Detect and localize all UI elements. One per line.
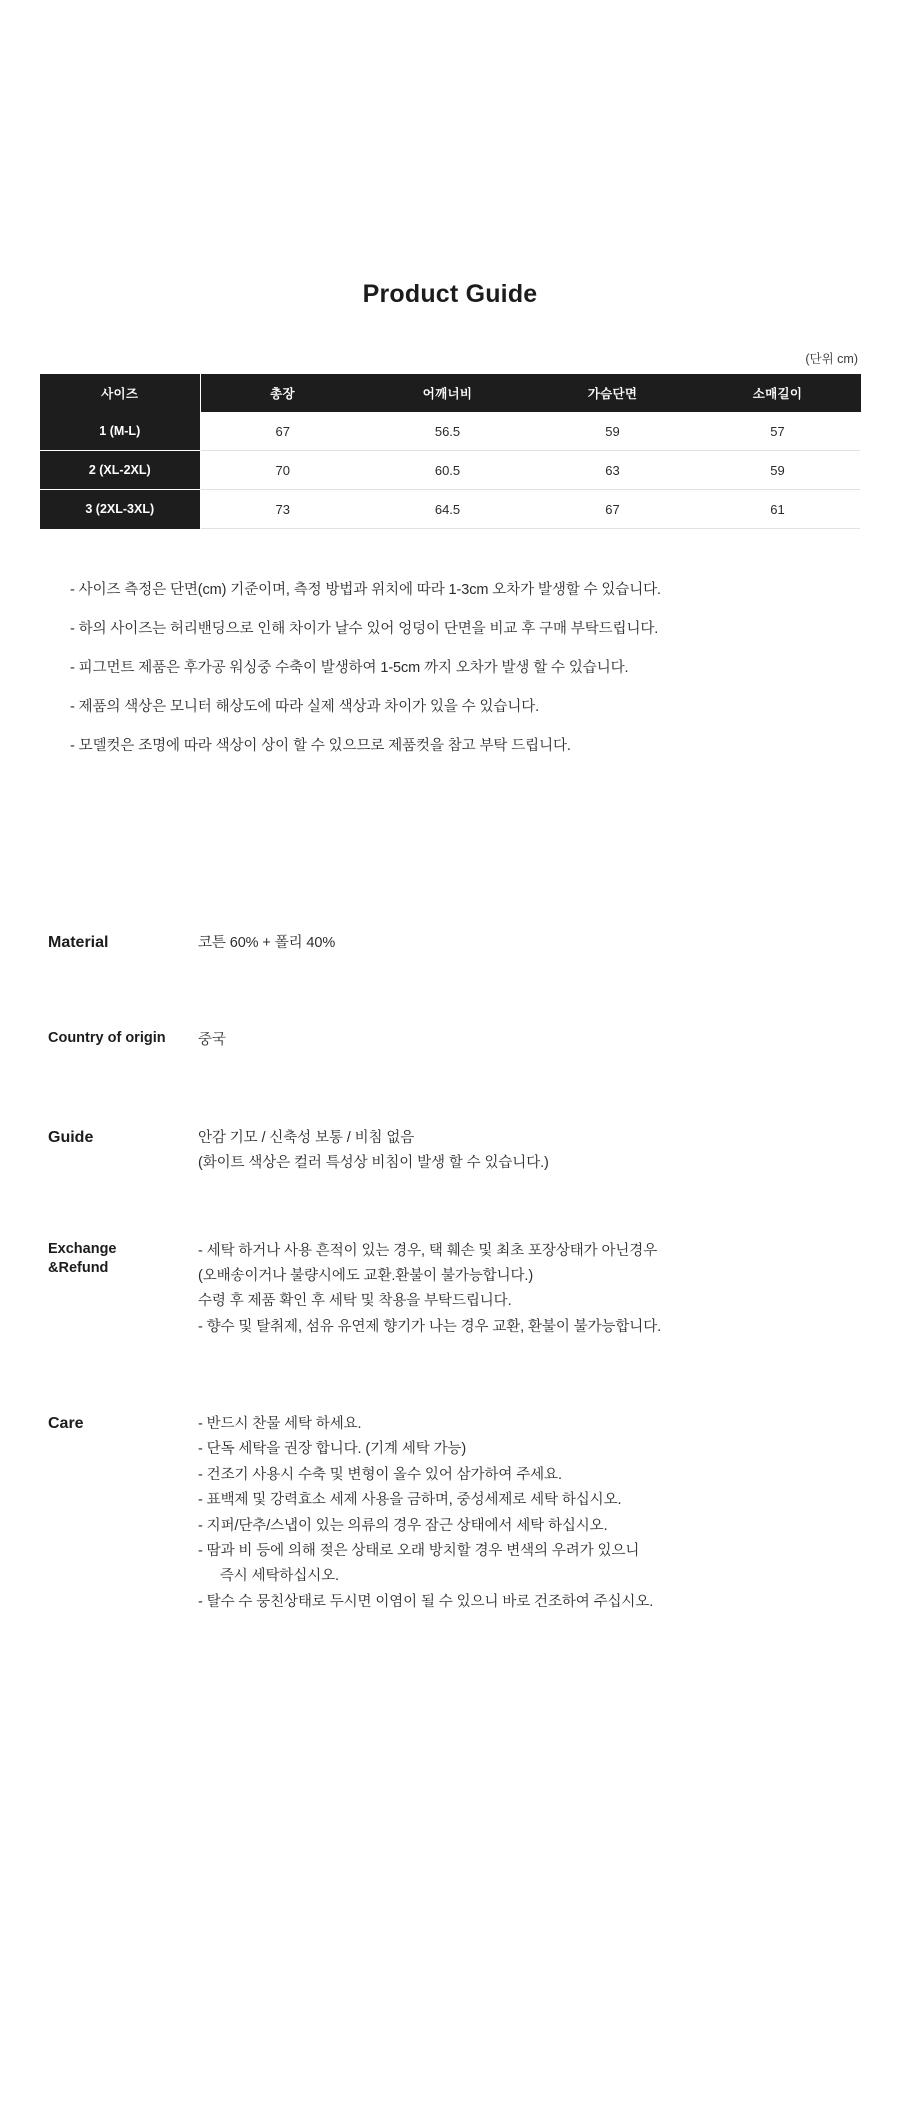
cell-length-2: 70	[200, 451, 365, 490]
table-row	[40, 412, 860, 451]
cell-chest-1: 59	[530, 412, 695, 451]
row-header-size-2: 2 (XL-2XL)	[40, 451, 200, 490]
column-header-length: 총장	[200, 374, 365, 412]
info-section-material	[40, 931, 860, 956]
info-body-exchange-refund	[198, 1239, 860, 1341]
cell-length-1: 67	[200, 412, 365, 451]
info-section-origin	[40, 1028, 860, 1053]
column-header-shoulder: 어깨너비	[365, 374, 530, 412]
cell-shoulder-1: 56.5	[365, 412, 530, 451]
info-line: 중국	[198, 1032, 226, 1049]
bottom-spacer	[0, 1615, 900, 1649]
info-section-exchange-refund	[40, 1239, 860, 1341]
size-notes	[40, 529, 860, 766]
cell-sleeve-1: 57	[695, 412, 860, 451]
table-row	[40, 451, 860, 490]
info-label-line: &Refund	[48, 1260, 109, 1277]
cell-shoulder-2: 60.5	[365, 451, 530, 490]
info-label-guide: Guide	[48, 1128, 94, 1146]
info-line: - 탈수 수 뭉친상태로 두시면 이염이 될 수 있으니 바로 건조하여 주십시오.	[198, 1593, 654, 1610]
column-header-chest: 가슴단면	[530, 374, 695, 412]
info-line: (오배송이거나 불량시에도 교환.환불이 불가능합니다.)	[198, 1267, 534, 1284]
unit-note: (단위 cm)	[805, 352, 858, 366]
cell-shoulder-3: 64.5	[365, 490, 530, 529]
info-line: - 건조기 사용시 수축 및 변형이 올수 있어 삼가하여 주세요.	[198, 1466, 562, 1483]
size-table-body	[40, 412, 860, 529]
info-line: (화이트 색상은 컬러 특성상 비침이 발생 할 수 있습니다.)	[198, 1155, 549, 1172]
note-line: - 모델컷은 조명에 따라 색상이 상이 할 수 있으므로 제품컷을 참고 부탁 드립니다.	[70, 738, 571, 755]
cell-sleeve-2: 59	[695, 451, 860, 490]
note-line: - 하의 사이즈는 허리밴딩으로 인해 차이가 날수 있어 엉덩이 단면을 비교 후 구매 부탁드립니다.	[70, 621, 659, 638]
row-header-size-3: 3 (2XL-3XL)	[40, 490, 200, 529]
info-line: - 표백제 및 강력효소 세제 사용을 금하며, 중성세제로 세탁 하십시오.	[198, 1492, 622, 1509]
note-line: - 피그먼트 제품은 후가공 워싱중 수축이 발생하여 1-5cm 까지 오차가 발생 할 수 있습니다.	[70, 660, 629, 677]
cell-length-3: 73	[200, 490, 365, 529]
product-info-sections	[40, 766, 860, 1615]
info-line: 코튼 60% + 폴리 40%	[198, 935, 336, 952]
page-title: Product Guide	[362, 280, 538, 308]
column-header-size: 사이즈	[40, 374, 200, 412]
info-label-exchange-refund	[48, 1239, 198, 1279]
info-body-guide	[198, 1126, 860, 1177]
info-line: - 땀과 비 등에 의해 젖은 상태로 오래 방치할 경우 변색의 우려가 있으니	[198, 1542, 640, 1559]
size-table	[40, 374, 861, 529]
info-line: - 단독 세탁을 권장 합니다. (기계 세탁 가능)	[198, 1441, 467, 1458]
info-label-material: Material	[48, 934, 109, 952]
cell-chest-2: 63	[530, 451, 695, 490]
size-table-section	[40, 309, 860, 529]
info-line: 즉시 세탁하십시오.	[212, 1568, 339, 1585]
info-label-line: Exchange	[48, 1240, 117, 1257]
size-table-head	[40, 374, 860, 412]
table-header-row	[40, 374, 860, 412]
row-header-size-1: 1 (M-L)	[40, 412, 200, 451]
info-body-care	[198, 1412, 860, 1615]
info-line: - 향수 및 탈취제, 섬유 유연제 향기가 나는 경우 교환, 환불이 불가능합니다.	[198, 1318, 662, 1335]
info-line: 안감 기모 / 신축성 보통 / 비침 없음	[198, 1129, 415, 1146]
info-line: - 지퍼/단추/스냅이 있는 의류의 경우 잠근 상태에서 세탁 하십시오.	[198, 1517, 608, 1534]
note-line: - 제품의 색상은 모니터 해상도에 따라 실제 색상과 차이가 있을 수 있습니다.	[70, 699, 540, 716]
info-body-origin	[198, 1028, 860, 1053]
info-line: - 반드시 찬물 세탁 하세요.	[198, 1416, 362, 1433]
cell-chest-3: 67	[530, 490, 695, 529]
note-line: - 사이즈 측정은 단면(cm) 기준이며, 측정 방법과 위치에 따라 1-3cm 오차가 발생할 수 있습니다.	[70, 582, 661, 598]
info-section-care	[40, 1412, 860, 1615]
info-label-care: Care	[48, 1415, 84, 1433]
cell-sleeve-3: 61	[695, 490, 860, 529]
column-header-sleeve: 소매길이	[695, 374, 860, 412]
info-line: 수령 후 제품 확인 후 세탁 및 착용을 부탁드립니다.	[198, 1293, 512, 1310]
info-label-origin: Country of origin	[48, 1030, 166, 1047]
info-line: - 세탁 하거나 사용 흔적이 있는 경우, 택 훼손 및 최초 포장상태가 아닌경우	[198, 1242, 658, 1259]
info-section-guide	[40, 1126, 860, 1177]
info-body-material	[198, 931, 860, 956]
table-row	[40, 490, 860, 529]
